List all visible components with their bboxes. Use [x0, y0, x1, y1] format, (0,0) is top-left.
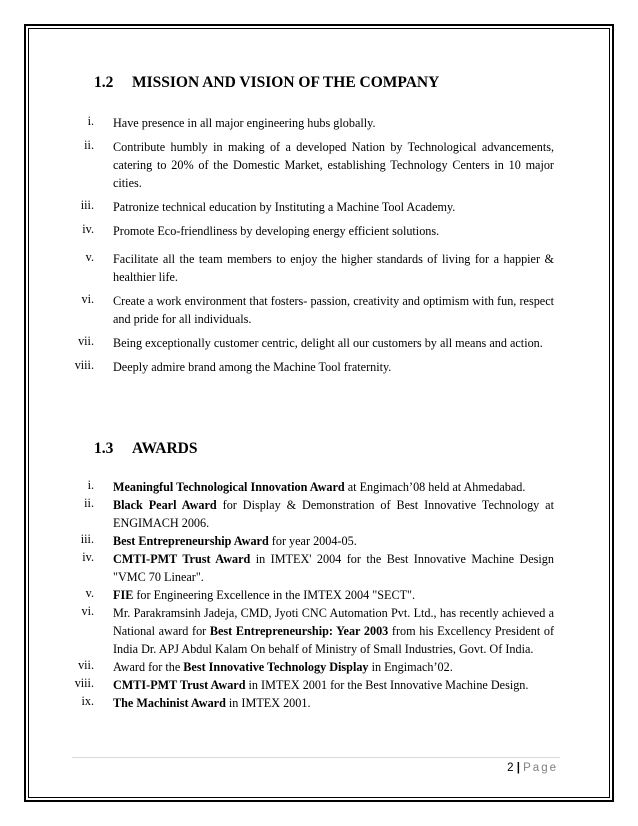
award-item: [58, 586, 554, 604]
award-item: [58, 496, 554, 532]
mission-item-numeral: ii.: [84, 138, 94, 152]
award-detail: from his Excellency President of India Dr. APJ Abdul Kalam On behalf of Ministry of Small Industries, Govt. Of India.: [113, 624, 555, 656]
award-item-text: [113, 478, 554, 496]
award-item-numeral: vii.: [78, 658, 94, 672]
mission-item: [58, 114, 554, 132]
award-name: Black Pearl Award: [113, 498, 217, 512]
page-number: 2: [507, 762, 514, 774]
award-detail: for Display & Demonstration of Best Innovative Technology at ENGIMACH 2006.: [113, 498, 554, 530]
award-item: [58, 550, 554, 586]
award-name: CMTI-PMT Trust Award: [113, 678, 246, 692]
mission-item: [58, 292, 554, 328]
award-item: [58, 676, 554, 694]
mission-item: [58, 138, 554, 192]
award-detail: in IMTEX 2001 for the Best Innovative Machine Design.: [245, 678, 529, 692]
mission-item: [58, 198, 554, 216]
award-item-text: [113, 586, 554, 604]
mission-item-numeral: iv.: [82, 222, 94, 236]
mission-item-numeral: v.: [85, 250, 94, 264]
mission-item-text: Create a work environment that fosters- passion, creativity and optimism with fun, respect and pride for all individuals.: [113, 294, 554, 326]
award-detail: in IMTEX' 2004 for the Best Innovative Machine Design "VMC 70 Linear".: [113, 552, 554, 584]
award-name: Best Entrepreneurship: Year 2003: [209, 624, 389, 638]
page-footer: [507, 762, 558, 774]
award-item-text: [113, 658, 554, 676]
award-item: [58, 604, 554, 658]
page-label: Page: [523, 762, 558, 774]
mission-item-text: Patronize technical education by Instituting a Machine Tool Academy.: [113, 200, 456, 214]
awards-heading: [94, 440, 197, 458]
award-item-text: [113, 676, 554, 694]
award-item-text: [113, 550, 554, 586]
mission-item-text: Facilitate all the team members to enjoy the higher standards of living for a happier & healthier life.: [113, 252, 554, 284]
award-name: CMTI-PMT Trust Award: [113, 552, 251, 566]
mission-item-text: Deeply admire brand among the Machine Tool fraternity.: [113, 360, 392, 374]
award-item: [58, 658, 554, 676]
award-item-text: [113, 532, 554, 550]
mission-item-numeral: i.: [87, 114, 94, 128]
mission-item-numeral: iii.: [80, 198, 94, 212]
award-item: [58, 694, 554, 712]
award-name: Best Innovative Technology Display: [183, 660, 369, 674]
mission-item-numeral: vii.: [78, 334, 94, 348]
mission-item-text: Promote Eco-friendliness by developing energy efficient solutions.: [113, 224, 440, 238]
award-item: [58, 532, 554, 550]
footer-divider: [72, 757, 560, 758]
awards-heading-number: 1.3: [94, 440, 114, 457]
mission-item: [58, 358, 554, 376]
awards-list: [58, 478, 554, 712]
mission-item-text: Contribute humbly in making of a developed Nation by Technological advancements, catering to 20% of the Domestic Market, establishing Technology Centers in 10 major cities.: [113, 140, 554, 190]
mission-heading-number: 1.2: [94, 74, 114, 91]
award-item-numeral: ix.: [81, 694, 94, 708]
award-item-numeral: iii.: [80, 532, 94, 546]
award-item-text: [113, 496, 554, 532]
award-item: [58, 478, 554, 496]
mission-item: [58, 222, 554, 240]
mission-item-numeral: vi.: [81, 292, 94, 306]
award-detail: in IMTEX 2001.: [225, 696, 311, 710]
award-item-numeral: v.: [85, 586, 94, 600]
award-item-numeral: ii.: [84, 496, 94, 510]
award-detail: at Engimach’08 held at Ahmedabad.: [344, 480, 526, 494]
mission-item-numeral: viii.: [74, 358, 94, 372]
mission-item: [58, 334, 554, 352]
awards-heading-title: AWARDS: [132, 440, 198, 457]
footer-separator: |: [516, 762, 520, 774]
mission-item-text: Being exceptionally customer centric, delight all our customers by all means and action.: [113, 336, 543, 350]
award-name: The Machinist Award: [113, 696, 226, 710]
award-detail: Mr. Parakramsinh Jadeja, CMD, Jyoti CNC Automation Pvt. Ltd., has recently achieved a National award for: [113, 606, 554, 638]
award-item-text: [113, 604, 554, 658]
mission-item: [58, 250, 554, 286]
award-item-text: [113, 694, 554, 712]
award-name: Meaningful Technological Innovation Award: [113, 480, 345, 494]
mission-item-text: Have presence in all major engineering hubs globally.: [113, 116, 376, 130]
award-detail: in Engimach’02.: [368, 660, 453, 674]
award-item-numeral: i.: [87, 478, 94, 492]
award-name: FIE: [113, 588, 134, 602]
award-detail: for year 2004-05.: [268, 534, 357, 548]
award-item-numeral: vi.: [81, 604, 94, 618]
mission-heading: [94, 74, 439, 92]
award-item-numeral: viii.: [74, 676, 94, 690]
award-detail: Award for the: [113, 660, 184, 674]
award-detail: for Engineering Excellence in the IMTEX 2004 "SECT".: [133, 588, 416, 602]
award-name: Best Entrepreneurship Award: [113, 534, 269, 548]
award-item-numeral: iv.: [82, 550, 94, 564]
mission-heading-title: MISSION AND VISION OF THE COMPANY: [132, 74, 440, 91]
mission-list: [58, 114, 554, 376]
